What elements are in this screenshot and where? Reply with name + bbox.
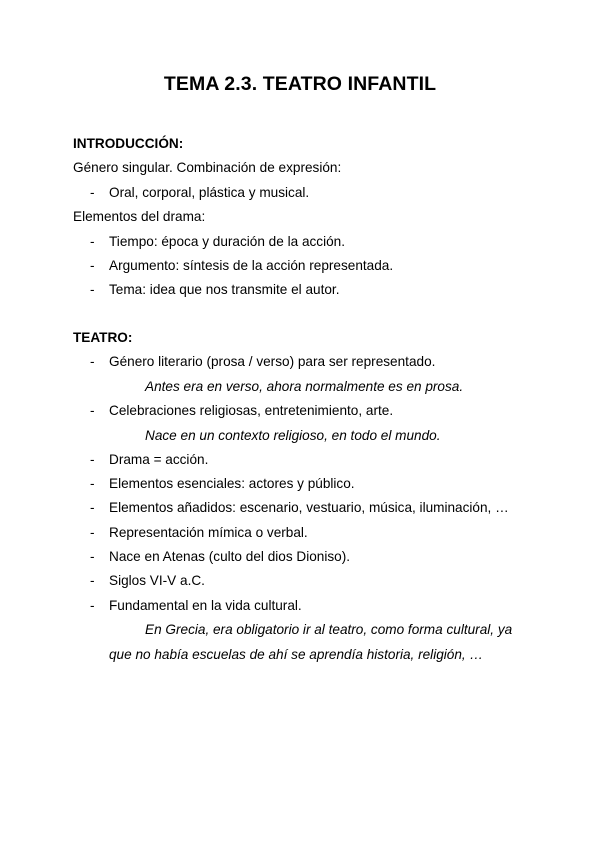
teatro-note: Antes era en verso, ahora normalmente es en prosa. <box>145 379 464 394</box>
bullet-marker: - <box>90 476 95 491</box>
bullet-marker: - <box>90 403 95 418</box>
bullet-marker: - <box>90 500 95 515</box>
teatro-item: Celebraciones religiosas, entretenimiento, arte. <box>109 403 394 418</box>
bullet-marker: - <box>90 525 95 540</box>
teatro-item: Elementos esenciales: actores y público. <box>109 476 355 491</box>
teatro-item: Fundamental en la vida cultural. <box>109 598 302 613</box>
bullet-marker: - <box>90 452 95 467</box>
bullet-marker: - <box>90 573 95 588</box>
teatro-note: que no había escuelas de ahí se aprendía historia, religión, … <box>109 647 484 662</box>
teatro-note: Nace en un contexto religioso, en todo el mundo. <box>145 428 441 443</box>
intro-genre-item: Oral, corporal, plástica y musical. <box>109 185 310 200</box>
bullet-marker: - <box>90 234 95 249</box>
intro-heading: INTRODUCCIÓN: <box>73 136 184 151</box>
intro-genre-line: Género singular. Combinación de expresión: <box>73 160 342 175</box>
page-title: TEMA 2.3. TEATRO INFANTIL <box>163 73 437 95</box>
bullet-marker: - <box>90 258 95 273</box>
intro-elements-line: Elementos del drama: <box>73 209 206 224</box>
teatro-item: Siglos VI-V a.C. <box>109 573 205 588</box>
bullet-marker: - <box>90 598 95 613</box>
bullet-marker: - <box>90 549 95 564</box>
teatro-item: Drama = acción. <box>109 452 209 467</box>
teatro-item: Género literario (prosa / verso) para ser representado. <box>109 354 436 369</box>
bullet-marker: - <box>90 354 95 369</box>
intro-element-item: Tiempo: época y duración de la acción. <box>109 234 346 249</box>
bullet-marker: - <box>90 185 95 200</box>
intro-element-item: Tema: idea que nos transmite el autor. <box>109 282 340 297</box>
intro-element-item: Argumento: síntesis de la acción representada. <box>109 258 394 273</box>
teatro-item: Representación mímica o verbal. <box>109 525 308 540</box>
teatro-heading: TEATRO: <box>73 330 133 345</box>
bullet-marker: - <box>90 282 95 297</box>
teatro-item: Elementos añadidos: escenario, vestuario, música, iluminación, … <box>109 500 509 515</box>
teatro-item: Nace en Atenas (culto del dios Dioniso). <box>109 549 351 564</box>
teatro-note: En Grecia, era obligatorio ir al teatro, como forma cultural, ya <box>145 622 513 637</box>
